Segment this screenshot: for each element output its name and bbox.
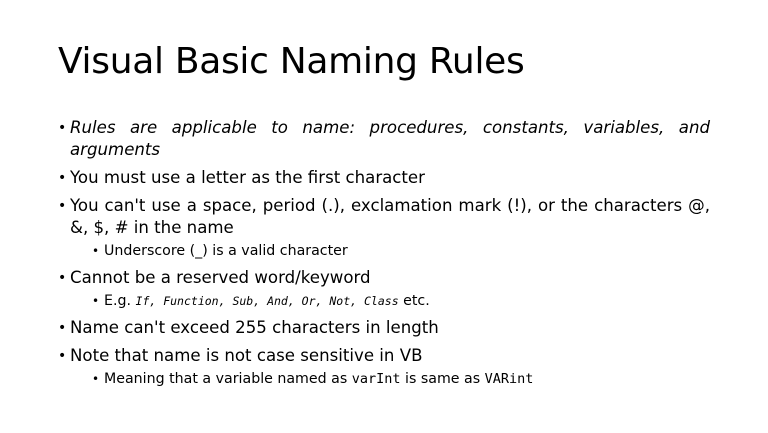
- bullet-case-sensitivity: [58, 345, 710, 389]
- sub-bullet-case-example: [92, 369, 710, 389]
- bullet-applicability: [58, 117, 710, 161]
- bullet-forbidden-characters: [58, 195, 710, 261]
- code-varint-upper: VARint: [484, 371, 534, 387]
- bullet-text: You can't use a space, period (.), exclamation mark (!), or the characters @, &, $, # in the name: [70, 196, 710, 237]
- bullet-reserved-word: [58, 267, 710, 311]
- sub-bullet-text: Underscore (_) is a valid character: [104, 243, 348, 259]
- bullet-text: Rules are applicable to name: procedures, constants, variables, and arguments: [70, 118, 710, 159]
- slide-title: Visual Basic Naming Rules: [58, 41, 525, 82]
- bullet-text: You must use a letter as the first character: [70, 168, 425, 187]
- sub-bullet-prefix: E.g.: [104, 293, 131, 309]
- bullet-text: Name can't exceed 255 characters in length: [70, 318, 439, 337]
- sub-list: [70, 369, 710, 389]
- sub-bullet-prefix: Meaning that a variable named as: [104, 371, 348, 387]
- sub-list: [70, 291, 710, 311]
- sub-bullet-suffix: etc.: [403, 293, 430, 309]
- sub-list: [70, 241, 710, 261]
- sub-bullet-mid: is same as: [405, 371, 481, 387]
- bullet-text: Cannot be a reserved word/keyword: [70, 268, 371, 287]
- bullet-length-limit: [58, 317, 710, 339]
- bullet-text: Note that name is not case sensitive in VB: [70, 346, 423, 365]
- sub-bullet-keyword-examples: [92, 291, 710, 311]
- bullet-list: [58, 117, 710, 395]
- code-varint-lower: varInt: [351, 371, 401, 387]
- keyword-examples-code: If, Function, Sub, And, Or, Not, Class: [135, 294, 399, 308]
- sub-bullet-underscore: [92, 241, 710, 261]
- bullet-first-character: [58, 167, 710, 189]
